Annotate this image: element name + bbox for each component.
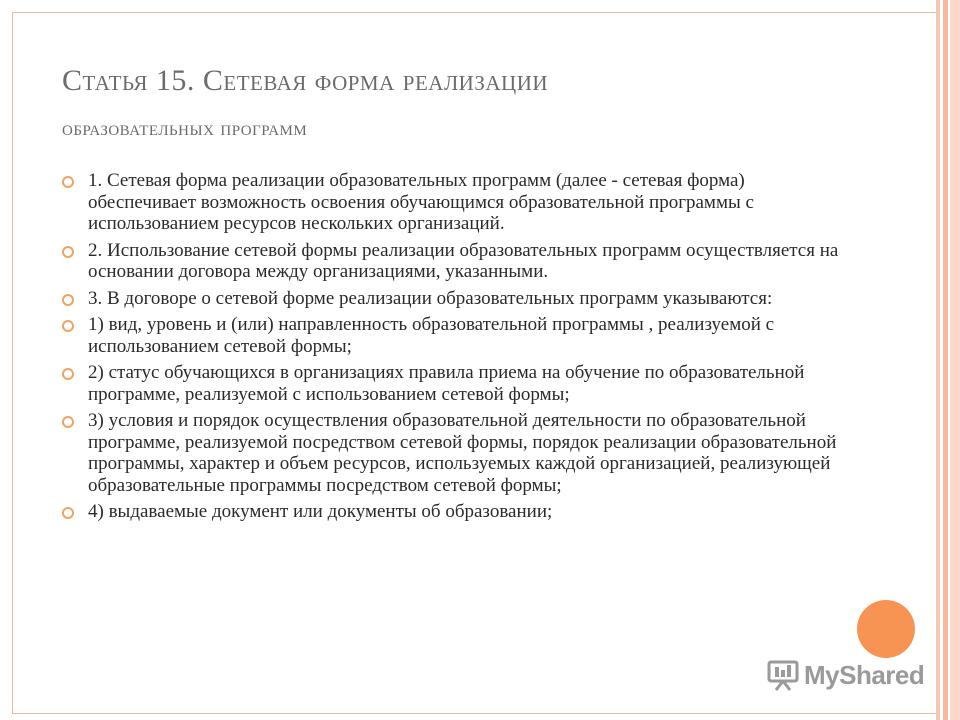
list-item-text: 2) статус обучающихся в организациях правила приема на обучение по образовательной программе, реализуемой с использованием сетевой формы;	[88, 362, 805, 405]
decorative-stripes	[936, 0, 960, 720]
watermark-text: MyShared	[804, 659, 925, 690]
slide-title-line2: образовательных программ	[62, 115, 308, 140]
list-item-text: 1) вид, уровень и (или) направленность образовательной программы , реализуемой с использованием сетевой формы;	[88, 314, 775, 357]
list-item-text: 4) выдаваемые документ или документы об образовании;	[88, 501, 553, 522]
list-item-text: 3) условия и порядок осуществления образовательной деятельности по образовательной программе, реализуемой посредством сетевой формы, порядок реализации образовательной программы, характер и объем ресурсов, используемых каждой организацией, реализующей образовательные программы посредством сетевой формы;	[88, 410, 837, 496]
bullet-icon	[62, 246, 74, 258]
list-item-text: 3. В договоре о сетевой форме реализации образовательных программ указываются:	[88, 287, 773, 309]
list-item	[62, 288, 852, 310]
bullet-icon	[62, 507, 74, 519]
bullet-icon	[62, 176, 74, 188]
list-item-text: 2. Использование сетевой формы реализации образовательных программ осуществляется на основании договора между организациями, указанными.	[88, 239, 839, 282]
bullet-icon	[62, 294, 74, 306]
list-item	[62, 170, 852, 235]
stripe	[943, 0, 948, 720]
bullet-list	[62, 170, 852, 523]
list-item-text: 1. Сетевая форма реализации образовательных программ (далее - сетевая форма) обеспечивает возможность освоения обучающимся образовательной программы с использованием ресурсов нескольких организаций.	[88, 170, 754, 234]
decorative-circle	[857, 600, 915, 658]
list-item	[62, 314, 852, 357]
list-item	[62, 501, 852, 523]
bullet-icon	[62, 320, 74, 332]
bullet-icon	[62, 368, 74, 380]
slide-title-line1: Статья 15. Сетевая форма реализации	[62, 64, 549, 97]
bullet-icon	[62, 416, 74, 428]
list-item	[62, 240, 852, 283]
list-item	[62, 362, 852, 405]
stripe	[936, 0, 940, 720]
list-item	[62, 410, 852, 496]
stripe	[950, 0, 960, 720]
presentation-screen-icon	[766, 658, 800, 692]
watermark-logo	[766, 658, 924, 692]
slide-title	[62, 56, 822, 150]
